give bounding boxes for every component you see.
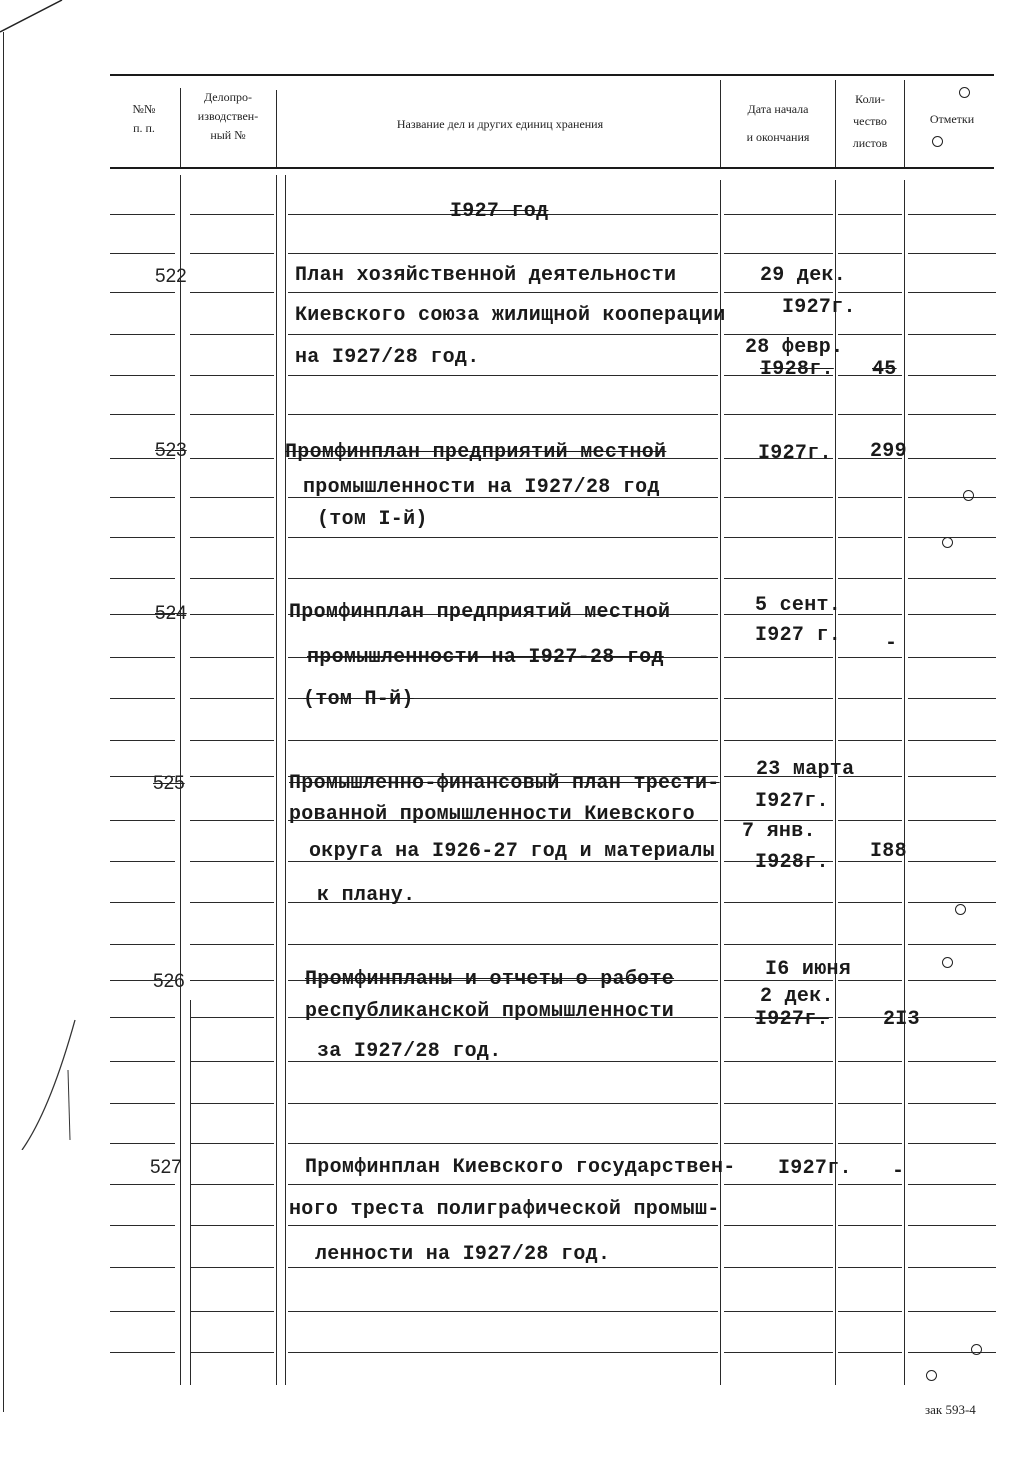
record-number: 524 — [155, 603, 187, 624]
record-title-line: Промфинпланы и отчеты о работе — [305, 968, 675, 991]
ruled-line — [190, 334, 274, 335]
ruled-line — [908, 614, 996, 615]
ruled-line — [110, 334, 175, 335]
ruled-line — [110, 1311, 175, 1312]
ruled-line — [908, 657, 996, 658]
record-sheets: 45 — [872, 358, 897, 381]
ruled-line — [110, 1352, 175, 1353]
ruled-line — [110, 861, 175, 862]
ruled-line — [838, 292, 902, 293]
record-title-line: округа на I926-27 год и материалы — [309, 840, 715, 863]
ruled-line — [838, 1143, 902, 1144]
ruled-line — [724, 1311, 833, 1312]
record-date-line: I927г. — [778, 1157, 852, 1180]
ruled-line — [838, 902, 902, 903]
record-title-line: к плану. — [317, 884, 416, 907]
record-number: 523 — [155, 440, 187, 461]
ruled-line — [288, 1352, 718, 1353]
ruled-line — [838, 1061, 902, 1062]
header-col-notes: Отметки — [929, 112, 975, 126]
section-heading: I927 год — [450, 200, 549, 223]
ruled-line — [288, 578, 718, 579]
ruled-line — [838, 1267, 902, 1268]
header-top-rule — [110, 74, 994, 76]
ruled-line — [190, 292, 274, 293]
ruled-line — [724, 497, 833, 498]
header-col-sheets — [836, 88, 904, 154]
body-divider-3 — [276, 175, 277, 1385]
record-number: 527 — [150, 1157, 182, 1178]
ruled-line — [190, 214, 274, 215]
ruled-line — [724, 1143, 833, 1144]
ruled-line — [908, 1352, 996, 1353]
ruled-line — [724, 657, 833, 658]
record-date-line: 29 дек. — [760, 264, 847, 287]
ruled-line — [190, 861, 274, 862]
ruled-line — [908, 578, 996, 579]
ruled-line — [838, 698, 902, 699]
ruled-line — [908, 944, 996, 945]
ruled-line — [190, 1103, 274, 1104]
ruled-line — [190, 537, 274, 538]
ruled-line — [110, 292, 175, 293]
ruled-line — [838, 253, 902, 254]
record-number: 525 — [153, 773, 185, 794]
ruled-line — [908, 698, 996, 699]
ruled-line — [838, 1311, 902, 1312]
ruled-line — [190, 1352, 274, 1353]
ruled-line — [724, 902, 833, 903]
ruled-line — [288, 414, 718, 415]
ruled-line — [724, 578, 833, 579]
ruled-line — [724, 292, 833, 293]
record-title-line: Промфинплан Киевского государствен- — [305, 1156, 736, 1179]
ruled-line — [908, 820, 996, 821]
ruled-line — [110, 657, 175, 658]
record-date-line: I927г. — [755, 1008, 829, 1031]
ruled-line — [190, 614, 274, 615]
record-sheets: I88 — [870, 840, 907, 863]
ruled-line — [190, 740, 274, 741]
ruled-line — [110, 740, 175, 741]
ruled-line — [190, 902, 274, 903]
ruled-line — [190, 375, 274, 376]
ruled-line — [288, 1311, 718, 1312]
record-date-line: 23 марта — [756, 758, 855, 781]
header-col-number-line2: п. п. — [133, 121, 155, 135]
ruled-line — [110, 820, 175, 821]
ruled-line — [288, 944, 718, 945]
ruled-line — [724, 1061, 833, 1062]
ruled-line — [288, 1143, 718, 1144]
record-title-line: Промышленно-финансовый план трести- — [289, 772, 720, 795]
ruled-line — [908, 214, 996, 215]
record-date-line: 28 февр. — [745, 336, 844, 359]
ruled-line — [190, 698, 274, 699]
header-divider-1 — [180, 88, 181, 167]
body-divider-5 — [720, 180, 721, 1385]
ruled-line — [110, 698, 175, 699]
ruled-line — [908, 375, 996, 376]
page-corner-fold — [0, 0, 70, 40]
ruled-line — [908, 1311, 996, 1312]
ruled-line — [908, 1061, 996, 1062]
ruled-line — [724, 1352, 833, 1353]
body-divider-7 — [904, 180, 905, 1385]
ruled-line — [908, 1103, 996, 1104]
record-title-line: республиканской промышленности — [305, 1000, 675, 1023]
punch-hole-icon — [932, 136, 943, 147]
ruled-line — [838, 414, 902, 415]
record-title-line: рованной промышленности Киевского — [289, 803, 695, 826]
record-title-line: ленности на I927/28 год. — [315, 1243, 611, 1266]
ruled-line — [190, 1311, 274, 1312]
ruled-line — [190, 1017, 274, 1018]
ruled-line — [190, 776, 274, 777]
ruled-line — [838, 1184, 902, 1185]
record-date-line: I928г. — [760, 358, 834, 381]
record-date-line: 2 дек. — [760, 985, 834, 1008]
header-col-sheets-line1: Коли- — [855, 92, 885, 106]
ruled-line — [724, 334, 833, 335]
ruled-line — [838, 497, 902, 498]
header-col-office-line3: ный № — [210, 128, 246, 142]
ruled-line — [190, 1061, 274, 1062]
record-sheets: 299 — [870, 440, 907, 463]
record-date-line: I928г. — [755, 851, 829, 874]
ruled-line — [724, 698, 833, 699]
punch-hole-icon — [942, 957, 953, 968]
header-col-sheets-line3: листов — [852, 136, 888, 150]
ruled-line — [908, 458, 996, 459]
pencil-mark — [20, 1010, 80, 1150]
header-col-office-line2: изводствен- — [197, 109, 259, 123]
record-sheets: - — [892, 1160, 905, 1183]
ruled-line — [724, 253, 833, 254]
ruled-line — [724, 214, 833, 215]
ruled-line — [908, 292, 996, 293]
record-title-line: ного треста полиграфической промыш- — [289, 1198, 720, 1221]
ruled-line — [288, 1184, 718, 1185]
ruled-line — [908, 1267, 996, 1268]
header-bottom-rule — [110, 167, 994, 169]
record-title-line: (том I-й) — [317, 508, 428, 531]
body-divider-4 — [285, 175, 286, 1385]
ruled-line — [838, 614, 902, 615]
record-date-line: I6 июня — [765, 958, 852, 981]
ruled-line — [190, 1143, 274, 1144]
ruled-line — [908, 980, 996, 981]
record-title-line: Промфинплан предприятий местной — [289, 601, 671, 624]
ruled-line — [110, 497, 175, 498]
ruled-line — [110, 1184, 175, 1185]
ruled-line — [838, 214, 902, 215]
record-number: 526 — [153, 971, 185, 992]
ruled-line — [110, 375, 175, 376]
order-number: зак 593-4 — [925, 1402, 976, 1417]
ruled-line — [838, 657, 902, 658]
ruled-line — [110, 1143, 175, 1144]
ruled-line — [190, 414, 274, 415]
ruled-line — [110, 1225, 175, 1226]
ruled-line — [190, 657, 274, 658]
ruled-line — [110, 214, 175, 215]
ruled-line — [908, 861, 996, 862]
record-title-line: (том П-й) — [303, 688, 414, 711]
ruled-line — [190, 1184, 274, 1185]
ruled-line — [110, 1267, 175, 1268]
record-title-line: за I927/28 год. — [317, 1040, 502, 1063]
ruled-line — [838, 334, 902, 335]
record-title-line: Киевского союза жилищной кооперации — [295, 304, 726, 327]
ruled-line — [838, 537, 902, 538]
punch-hole-icon — [971, 1344, 982, 1355]
ruled-line — [908, 1143, 996, 1144]
header-col-office — [182, 88, 274, 145]
ruled-line — [110, 902, 175, 903]
ruled-line — [724, 1103, 833, 1104]
punch-hole-icon — [959, 87, 970, 98]
ruled-line — [288, 375, 718, 376]
ruled-line — [288, 740, 718, 741]
ruled-line — [190, 1225, 274, 1226]
ruled-line — [288, 1103, 718, 1104]
body-divider-2 — [190, 1000, 191, 1385]
punch-hole-icon — [963, 490, 974, 501]
ruled-line — [908, 334, 996, 335]
ruled-line — [908, 902, 996, 903]
ruled-line — [190, 578, 274, 579]
header-col-title: Название дел и других единиц хранения — [396, 117, 604, 131]
record-sheets: - — [885, 632, 898, 655]
ruled-line — [838, 1352, 902, 1353]
ruled-line — [724, 537, 833, 538]
record-title-line: План хозяйственной деятельности — [295, 264, 677, 287]
ruled-line — [908, 537, 996, 538]
ruled-line — [838, 1225, 902, 1226]
ruled-line — [288, 1225, 718, 1226]
ruled-line — [908, 740, 996, 741]
record-title-line: промышленности на I927/28 год — [303, 476, 660, 499]
header-col-number-line1: №№ — [132, 102, 156, 116]
ruled-line — [190, 980, 274, 981]
record-title-line: промышленности на I927-28 год — [307, 646, 664, 669]
ruled-line — [288, 537, 718, 538]
ruled-line — [908, 497, 996, 498]
header-divider-5 — [904, 80, 905, 167]
record-number: 522 — [155, 266, 187, 287]
left-page-edge — [3, 32, 4, 1412]
ruled-line — [288, 334, 718, 335]
punch-hole-icon — [942, 537, 953, 548]
ruled-line — [190, 458, 274, 459]
header-col-date — [722, 95, 834, 151]
ruled-line — [110, 537, 175, 538]
ruled-line — [908, 776, 996, 777]
ruled-line — [838, 578, 902, 579]
record-title-line: Промфинплан предприятий местной — [285, 441, 667, 464]
ruled-line — [724, 740, 833, 741]
ruled-line — [838, 1103, 902, 1104]
record-date-line: I927г. — [758, 442, 832, 465]
ruled-line — [288, 1267, 718, 1268]
ruled-line — [288, 292, 718, 293]
ruled-line — [838, 820, 902, 821]
record-date-line: I927 г. — [755, 624, 842, 647]
ruled-line — [190, 1267, 274, 1268]
header-col-sheets-line2: чество — [853, 114, 887, 128]
ruled-line — [908, 253, 996, 254]
ruled-line — [110, 578, 175, 579]
header-divider-2 — [276, 90, 277, 167]
record-title-line: на I927/28 год. — [295, 346, 480, 369]
header-col-date-line1: Дата начала — [747, 102, 809, 116]
ruled-line — [838, 944, 902, 945]
record-date-line: 5 сент. — [755, 594, 842, 617]
record-date-line: 7 янв. — [742, 820, 816, 843]
ruled-line — [190, 253, 274, 254]
ruled-line — [190, 944, 274, 945]
header-col-number — [112, 100, 176, 138]
ruled-line — [908, 1225, 996, 1226]
ruled-line — [110, 1061, 175, 1062]
record-date-line: I927г. — [755, 790, 829, 813]
body-divider-6 — [835, 180, 836, 1385]
punch-hole-icon — [955, 904, 966, 915]
header-col-date-line2: и окончания — [746, 130, 810, 144]
ruled-line — [838, 740, 902, 741]
ruled-line — [110, 944, 175, 945]
ruled-line — [190, 497, 274, 498]
ruled-line — [724, 1225, 833, 1226]
ruled-line — [908, 414, 996, 415]
record-sheets: 2I3 — [883, 1008, 920, 1031]
punch-hole-icon — [926, 1370, 937, 1381]
ruled-line — [190, 820, 274, 821]
ruled-line — [724, 1184, 833, 1185]
record-date-line: I927г. — [782, 296, 856, 319]
ruled-line — [110, 1103, 175, 1104]
ruled-line — [110, 414, 175, 415]
header-col-office-line1: Делопро- — [203, 90, 253, 104]
ruled-line — [724, 1267, 833, 1268]
ruled-line — [908, 1184, 996, 1185]
ruled-line — [110, 1017, 175, 1018]
ruled-line — [724, 414, 833, 415]
ruled-line — [110, 253, 175, 254]
ruled-line — [908, 1017, 996, 1018]
header-divider-3 — [720, 80, 721, 167]
ruled-line — [288, 253, 718, 254]
ruled-line — [724, 944, 833, 945]
